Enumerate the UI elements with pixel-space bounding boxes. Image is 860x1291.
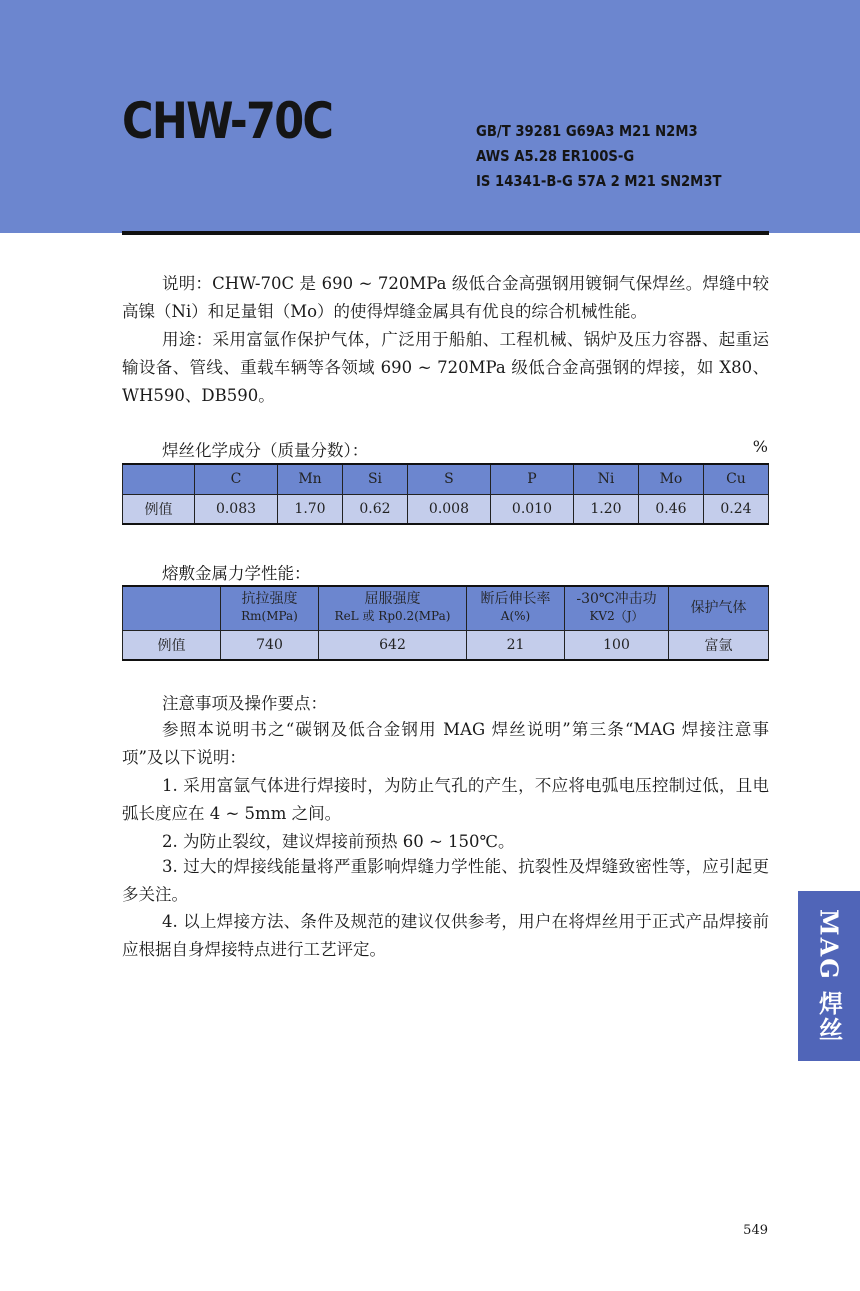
chem-table	[122, 463, 769, 525]
mech-title: 熔敷金属力学性能：	[162, 564, 311, 583]
chem-header-cell: Si	[342, 464, 407, 494]
chem-title: 焊丝化学成分（质量分数）：	[162, 441, 369, 460]
chem-header-cell: Cu	[703, 464, 768, 494]
section-side-tab	[798, 891, 860, 1061]
chem-header-cell: C	[195, 464, 278, 494]
mech-header-cell	[123, 586, 221, 630]
chem-value-cell: 1.20	[573, 494, 638, 524]
mech-header-row	[123, 586, 769, 630]
standard-gb: GB/T 39281 G69A3 M21 N2M3	[476, 122, 698, 140]
mech-value-cell: 642	[319, 630, 467, 660]
chem-header-cell: Mo	[638, 464, 703, 494]
note-item-1	[122, 772, 769, 828]
side-tab-label: MAG 焊丝	[814, 908, 844, 1044]
mech-value-cell: 21	[467, 630, 565, 660]
chem-value-cell: 1.70	[278, 494, 343, 524]
note-item-2	[122, 828, 769, 856]
notes-intro	[122, 716, 769, 772]
mech-header-cell	[467, 586, 565, 630]
mech-header-cell	[221, 586, 319, 630]
chem-value-cell: 0.010	[490, 494, 573, 524]
chem-header-cell	[123, 464, 195, 494]
note-item-4	[122, 908, 769, 964]
note-text: 3. 过大的焊接线能量将严重影响焊缝力学性能、抗裂性及焊缝致密性等，应引起更多关注。	[122, 857, 769, 904]
notes-intro-text: 参照本说明书之“碳钢及低合金钢用 MAG 焊丝说明”第三条“MAG 焊接注意事项”及以下说明：	[122, 720, 769, 767]
mech-value-cell: 740	[221, 630, 319, 660]
header-rule	[122, 231, 769, 235]
chem-value-cell: 0.083	[195, 494, 278, 524]
usage-label: 用途：	[162, 330, 213, 349]
chem-header-cell: Ni	[573, 464, 638, 494]
chem-header-row	[123, 464, 769, 494]
mech-header-main: 保护气体	[690, 599, 747, 616]
mech-header-cell	[669, 586, 769, 630]
chem-value-cell: 0.008	[407, 494, 490, 524]
standards-list	[476, 119, 722, 194]
chem-value-cell: 0.46	[638, 494, 703, 524]
chem-header-cell: S	[407, 464, 490, 494]
mech-header-main: 断后伸长率	[480, 591, 551, 608]
usage-text: 采用富氩作保护气体，广泛用于船舶、工程机械、锅炉及压力容器、起重运输设备、管线、重载车辆等各领域 690 ~ 720MPa 级低合金高强钢的焊接，如 X80、WH590、DB590。	[122, 330, 770, 405]
chem-header-cell: Mn	[278, 464, 343, 494]
product-title: CHW-70C	[122, 92, 333, 150]
mech-header-sub: A(%)	[500, 609, 531, 624]
mech-header-main: 屈服强度	[364, 591, 421, 608]
description-paragraph	[122, 270, 769, 326]
standard-is: IS 14341-B-G 57A 2 M21 SN2M3T	[476, 172, 722, 190]
mech-value-cell: 例值	[123, 630, 221, 660]
description-text: CHW-70C 是 690 ~ 720MPa 级低合金高强钢用镀铜气保焊丝。焊缝中较高镍（Ni）和足量钼（Mo）的使得焊缝金属具有优良的综合机械性能。	[122, 274, 769, 321]
mech-header-main: 抗拉强度	[241, 591, 298, 608]
chem-value-cell: 0.24	[703, 494, 768, 524]
mech-header-sub: Rm(MPa)	[241, 609, 298, 624]
usage-paragraph	[122, 326, 769, 410]
mech-header-cell	[565, 586, 669, 630]
note-item-3	[122, 853, 769, 909]
mech-header-main: -30℃冲击功	[576, 591, 657, 608]
note-text: 1. 采用富氩气体进行焊接时，为防止气孔的产生，不应将电弧电压控制过低，且电弧长度应在 4 ~ 5mm 之间。	[122, 776, 769, 823]
page-number: 549	[743, 1223, 768, 1238]
mech-header-sub: KV2（J）	[589, 609, 644, 624]
mech-header-sub: ReL 或 Rp0.2(MPa)	[334, 609, 451, 624]
note-text: 2. 为防止裂纹，建议焊接前预热 60 ~ 150℃。	[162, 832, 515, 851]
description-label: 说明：	[162, 274, 213, 293]
mech-value-cell: 富氩	[669, 630, 769, 660]
mech-value-row	[123, 630, 769, 660]
chem-value-cell: 例值	[123, 494, 195, 524]
chem-value-row	[123, 494, 769, 524]
note-text: 4. 以上焊接方法、条件及规范的建议仅供参考，用户在将焊丝用于正式产品焊接前应根据自身焊接特点进行工艺评定。	[122, 912, 769, 959]
mech-header-cell	[319, 586, 467, 630]
mech-value-cell: 100	[565, 630, 669, 660]
standard-aws: AWS A5.28 ER100S-G	[476, 147, 635, 165]
chem-value-cell: 0.62	[342, 494, 407, 524]
chem-unit: %	[752, 437, 768, 456]
mech-table	[122, 585, 769, 661]
notes-title: 注意事项及操作要点：	[162, 694, 327, 713]
chem-header-cell: P	[490, 464, 573, 494]
